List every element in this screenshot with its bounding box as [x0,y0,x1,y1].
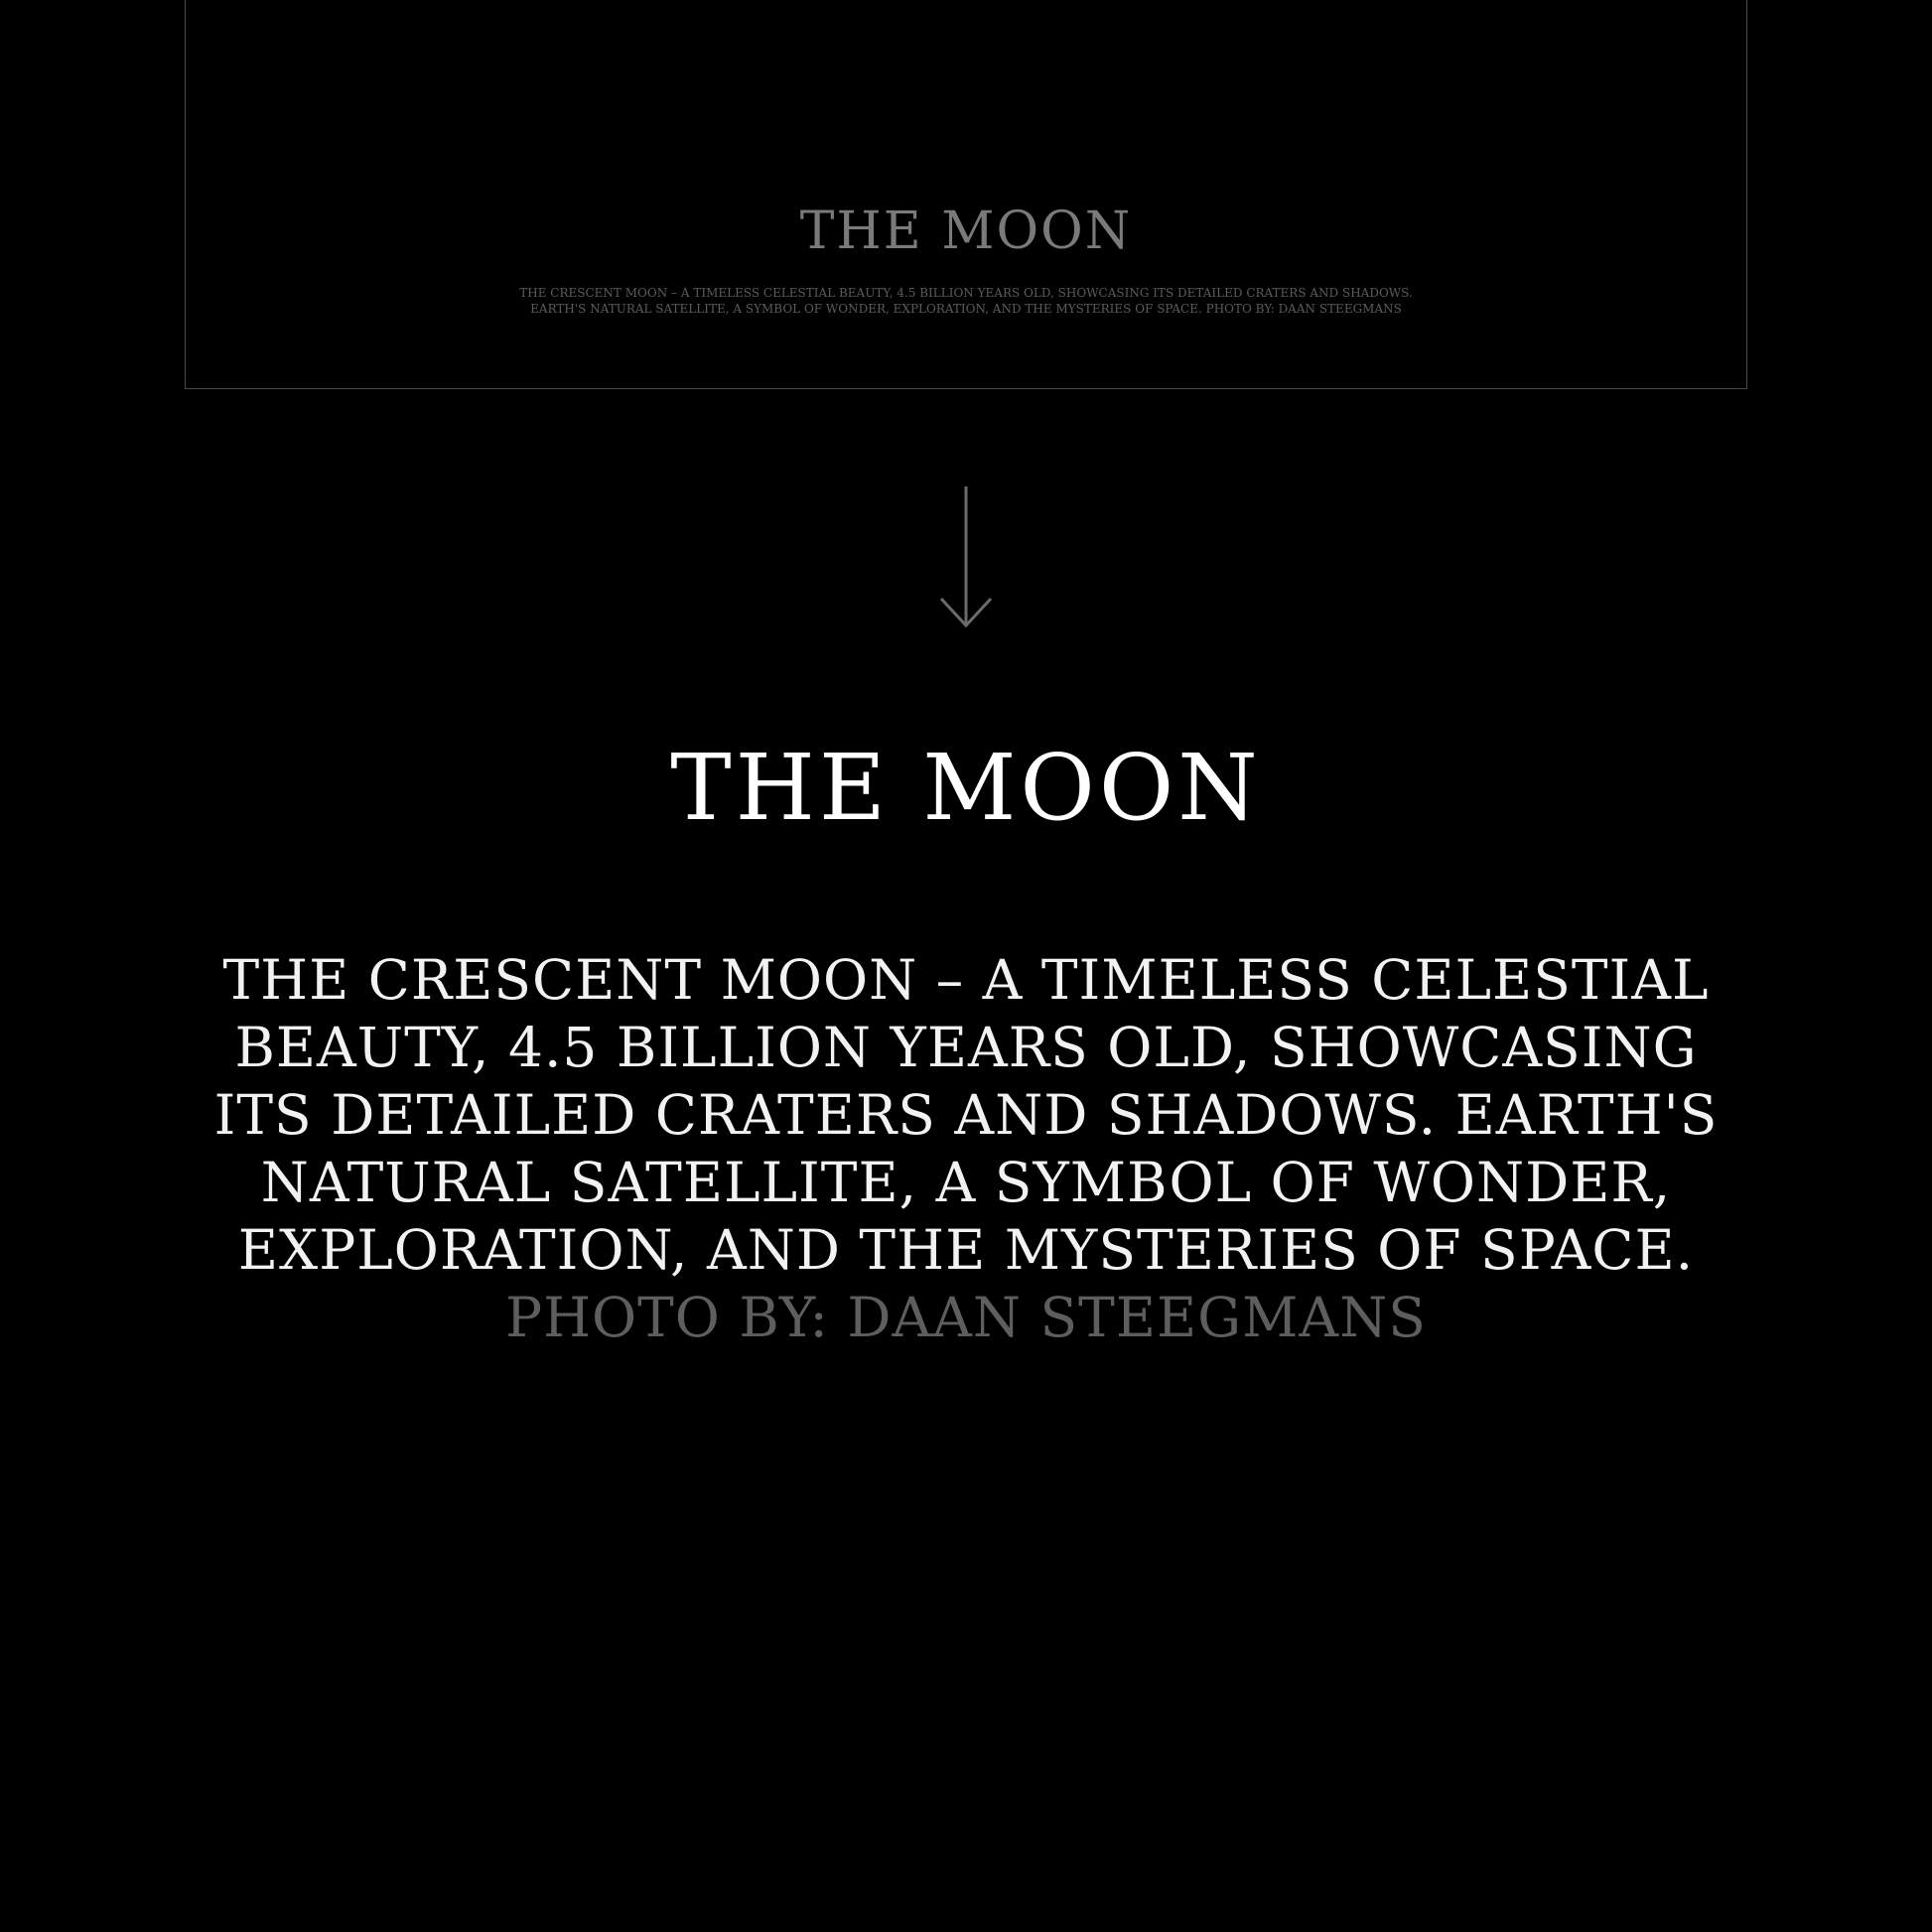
page-title: THE MOON [670,735,1262,841]
caption-line: THE CRESCENT MOON – A TIMELESS CELESTIAL [222,948,1710,1012]
preview-caption-line: THE CRESCENT MOON – A TIMELESS CELESTIAL BEAUTY, 4.5 BILLION YEARS OLD, SHOWCASING ITS DETAILED CRATERS AND SHADOWS. [519,286,1413,300]
preview-title: THE MOON [799,202,1133,261]
caption-line: BEAUTY, 4.5 BILLION YEARS OLD, SHOWCASING [234,1016,1698,1079]
preview-caption [434,285,1498,317]
main-caption [199,946,1733,1351]
preview-card [185,0,1747,389]
caption-line: EXPLORATION, AND THE MYSTERIES OF SPACE. [237,1218,1695,1282]
arrow-down-icon [936,484,996,633]
photo-credit: PHOTO BY: DAAN STEEGMANS [505,1286,1427,1349]
caption-line: NATURAL SATELLITE, A SYMBOL OF WONDER, [260,1151,1672,1214]
caption-line: ITS DETAILED CRATERS AND SHADOWS. EARTH'S [213,1083,1719,1147]
preview-caption-line: EARTH'S NATURAL SATELLITE, A SYMBOL OF WONDER, EXPLORATION, AND THE MYSTERIES OF SPACE. PHOTO BY: DAAN STEEGMANS [530,302,1402,316]
